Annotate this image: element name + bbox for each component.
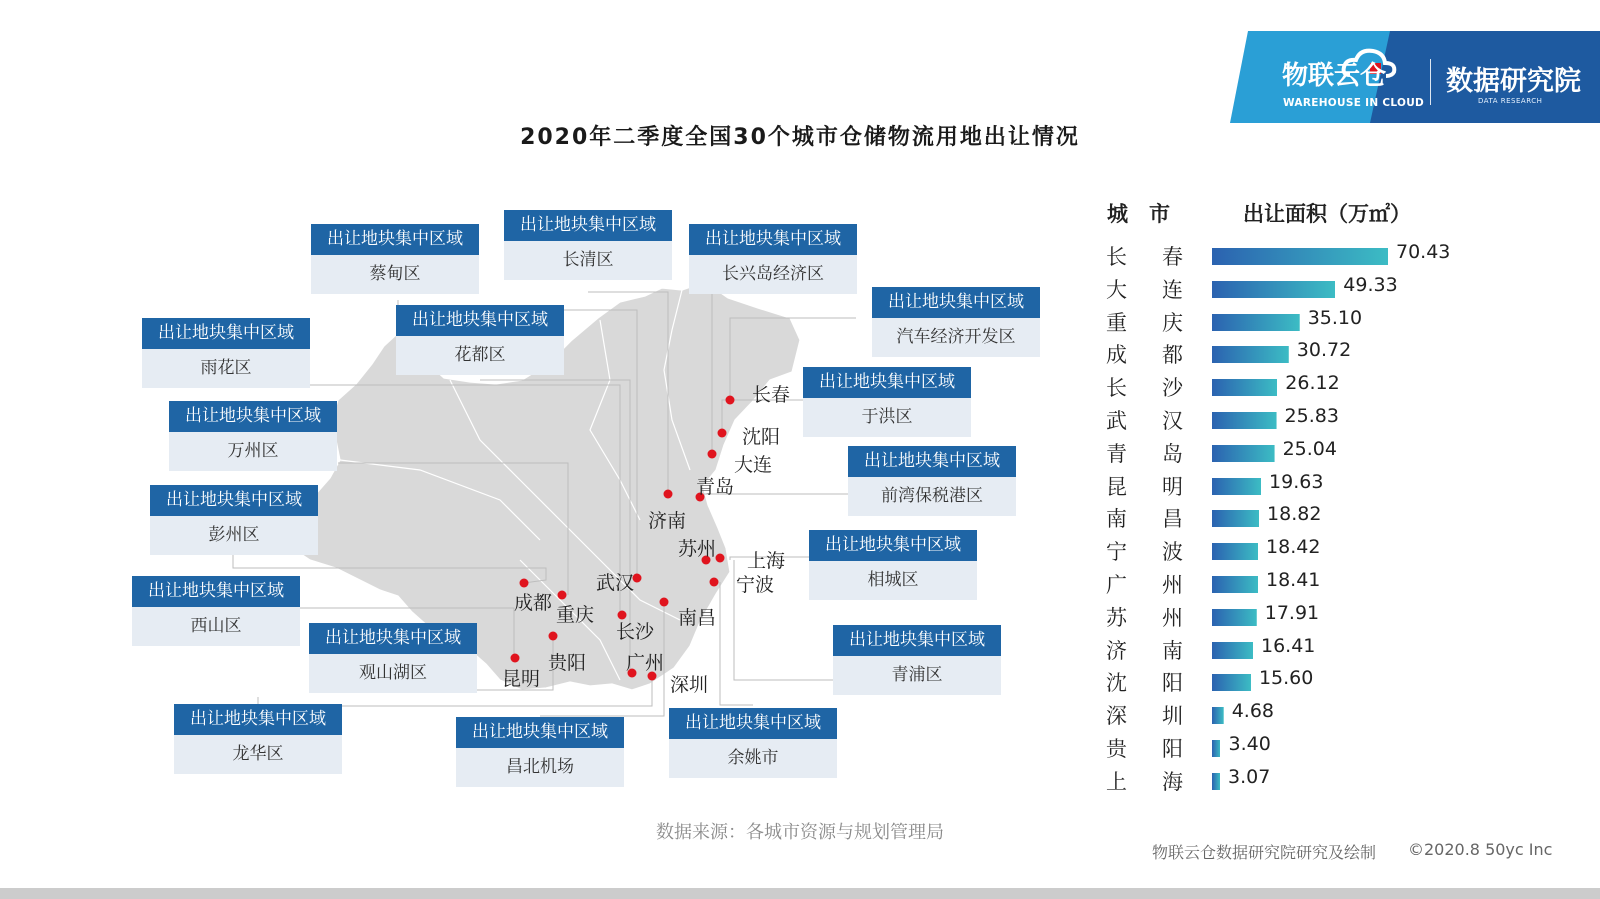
callout-header: 出让地块集中区域 <box>396 305 564 336</box>
bar-value-label: 17.91 <box>1264 601 1320 624</box>
callout-box <box>689 224 857 294</box>
bar-rect <box>1212 281 1335 298</box>
callout-area: 汽车经济开发区 <box>896 327 1016 347</box>
brand-name: 物联云仓 <box>1282 61 1387 91</box>
table-row <box>1100 503 1500 533</box>
callout-box <box>309 623 477 693</box>
bar-rect <box>1212 740 1220 757</box>
bar-rect <box>1212 379 1277 396</box>
logo-divider <box>1430 59 1431 105</box>
bar <box>1212 510 1259 527</box>
table-row <box>1100 241 1500 271</box>
callout-header: 出让地块集中区域 <box>309 623 477 654</box>
column-header-city: 城 市 <box>1107 202 1170 226</box>
city-dot <box>710 578 719 587</box>
table-row <box>1100 733 1500 763</box>
callout-header: 出让地块集中区域 <box>848 446 1016 477</box>
callout-box <box>456 717 624 787</box>
city-dot <box>716 554 725 563</box>
callout-box <box>142 318 310 388</box>
callout-box <box>504 210 672 280</box>
callout-box <box>848 446 1016 516</box>
city-label: 武汉 <box>596 572 635 594</box>
city-label: 深圳 <box>670 674 709 696</box>
bar-rect <box>1212 412 1277 429</box>
city-label: 长沙 <box>616 621 655 643</box>
bar <box>1212 248 1388 265</box>
city-dot <box>664 490 673 499</box>
bar-value-label: 35.10 <box>1307 306 1363 329</box>
bar <box>1212 642 1253 659</box>
callout-header: 出让地块集中区域 <box>833 625 1001 656</box>
city-dot <box>718 429 727 438</box>
callout-area: 雨花区 <box>200 358 252 378</box>
bar <box>1212 707 1224 724</box>
city-dot <box>520 579 529 588</box>
city-dot <box>549 632 558 641</box>
city-label: 长春 <box>752 384 791 406</box>
bar-rect <box>1212 543 1258 560</box>
bar <box>1212 346 1289 363</box>
city-name-char: 上 <box>1106 769 1127 794</box>
callout-header: 出让地块集中区域 <box>803 367 971 398</box>
page-title: 2020年二季度全国30个城市仓储物流用地出让情况 <box>520 125 1080 150</box>
callout-header: 出让地块集中区域 <box>174 704 342 735</box>
city-name-char: 贵 <box>1106 737 1127 761</box>
city-label: 贵阳 <box>548 652 587 674</box>
table-row <box>1100 471 1500 501</box>
city-name-char: 昆 <box>1106 474 1127 499</box>
bar-value-label: 25.04 <box>1282 437 1337 460</box>
city-name-char: 昌 <box>1162 507 1183 532</box>
bar-value-label: 15.60 <box>1258 667 1314 690</box>
callout-box <box>311 224 479 294</box>
city-name-char: 长 <box>1106 245 1127 269</box>
callout-area: 于洪区 <box>861 407 913 427</box>
callout-box <box>809 530 977 600</box>
callout-area: 昌北机场 <box>506 757 574 777</box>
city-name-char: 都 <box>1162 343 1183 368</box>
city-name-char: 沙 <box>1162 376 1183 401</box>
callout-area: 长兴岛经济区 <box>722 264 824 284</box>
bar-rect <box>1212 642 1253 659</box>
callout-header: 出让地块集中区域 <box>150 485 318 516</box>
callout-box <box>132 576 300 646</box>
callout-box <box>833 625 1001 695</box>
table-row <box>1100 339 1500 369</box>
city-label: 济南 <box>648 510 687 532</box>
city-name-char: 州 <box>1162 605 1183 630</box>
callout-area: 相城区 <box>867 570 919 590</box>
city-dot <box>511 654 520 663</box>
city-name-char: 大 <box>1106 277 1127 302</box>
callout-header: 出让地块集中区域 <box>689 224 857 255</box>
city-name-char: 州 <box>1162 573 1183 597</box>
table-row <box>1100 372 1500 402</box>
city-name-char: 汉 <box>1162 409 1183 433</box>
brand-english: WAREHOUSE IN CLOUD <box>1283 97 1425 109</box>
bar-rect <box>1212 445 1275 462</box>
bottom-strip <box>0 888 1600 899</box>
callout-area: 余姚市 <box>727 748 779 768</box>
table-row <box>1100 536 1500 566</box>
callout-area: 万州区 <box>227 441 279 461</box>
bar-value-label: 19.63 <box>1269 470 1324 493</box>
city-label: 广州 <box>626 652 665 674</box>
city-label: 沈阳 <box>742 426 781 448</box>
callout-box <box>396 305 564 375</box>
bar-value-label: 18.41 <box>1266 569 1321 591</box>
city-name-char: 庆 <box>1162 310 1183 335</box>
callout-header: 出让地块集中区域 <box>809 530 977 561</box>
bar <box>1212 314 1300 331</box>
bar-value-label: 4.68 <box>1231 700 1274 723</box>
bar-value-label: 70.43 <box>1396 241 1451 263</box>
city-name-char: 阳 <box>1162 737 1183 761</box>
table-row <box>1100 700 1500 730</box>
city-name-char: 阳 <box>1162 671 1183 696</box>
bar-value-label: 25.83 <box>1284 405 1339 427</box>
city-name-char: 长 <box>1106 376 1127 401</box>
city-name-char: 波 <box>1162 540 1183 565</box>
bar-rect <box>1212 314 1300 331</box>
callout-header: 出让地块集中区域 <box>504 210 672 241</box>
callout-header: 出让地块集中区域 <box>311 224 479 255</box>
bar <box>1212 773 1220 790</box>
bar-value-label: 3.07 <box>1228 765 1271 788</box>
callout-area: 花都区 <box>454 345 506 365</box>
bar <box>1212 740 1220 757</box>
callout-header: 出让地块集中区域 <box>872 287 1040 318</box>
bar-rect <box>1212 478 1261 495</box>
bar <box>1212 445 1275 462</box>
table-row <box>1100 667 1500 697</box>
callout-box <box>169 401 337 471</box>
column-header-area: 出让面积（万㎡） <box>1243 202 1411 226</box>
callout-area: 观山湖区 <box>359 663 427 683</box>
bar-value-label: 18.42 <box>1266 536 1321 559</box>
bar-rect <box>1212 773 1220 790</box>
bar-rect <box>1212 346 1289 363</box>
callout-area: 彭州区 <box>208 525 260 545</box>
city-label: 昆明 <box>502 668 541 690</box>
city-name-char: 沈 <box>1106 671 1127 696</box>
bar-value-label: 16.41 <box>1261 634 1316 657</box>
city-name-char: 岛 <box>1162 441 1183 466</box>
callout-area: 青浦区 <box>891 665 943 685</box>
city-dot <box>558 591 567 600</box>
table-row <box>1100 307 1500 337</box>
bar-value-label: 49.33 <box>1343 273 1398 296</box>
city-name-char: 海 <box>1162 769 1183 794</box>
callout-box <box>174 704 342 774</box>
institute-name: 数据研究院 <box>1446 66 1581 97</box>
callout-area: 长清区 <box>562 250 614 270</box>
city-label: 苏州 <box>678 538 717 560</box>
bar-rect <box>1212 674 1251 691</box>
copyright-text: ©2020.8 50yc Inc <box>1408 840 1553 859</box>
city-name-char: 青 <box>1106 441 1127 466</box>
table-row <box>1100 274 1500 304</box>
city-name-char: 济 <box>1106 638 1127 663</box>
city-name-char: 春 <box>1162 245 1183 269</box>
table-row <box>1100 602 1500 632</box>
table-row <box>1100 569 1500 599</box>
city-name-char: 圳 <box>1162 704 1183 729</box>
bar <box>1212 379 1277 396</box>
city-label: 大连 <box>734 454 773 476</box>
callout-header: 出让地块集中区域 <box>169 401 337 432</box>
city-dot <box>708 450 717 459</box>
callout-box <box>872 287 1040 357</box>
table-row <box>1100 438 1500 468</box>
bar <box>1212 412 1277 429</box>
callout-box <box>803 367 971 437</box>
city-name-char: 连 <box>1162 277 1183 302</box>
bar <box>1212 543 1258 560</box>
callout-box <box>150 485 318 555</box>
city-name-char: 深 <box>1106 704 1127 729</box>
credit-text: 物联云仓数据研究院研究及绘制 <box>1152 843 1377 862</box>
callout-area: 蔡甸区 <box>369 264 421 284</box>
bar <box>1212 478 1261 495</box>
callout-area: 龙华区 <box>232 744 284 764</box>
city-name-char: 成 <box>1106 343 1127 368</box>
city-dot <box>660 598 669 607</box>
table-row <box>1100 635 1500 665</box>
city-name-char: 明 <box>1162 474 1183 499</box>
city-name-char: 宁 <box>1106 540 1127 565</box>
data-source: 数据来源：各城市资源与规划管理局 <box>656 822 944 843</box>
callout-area: 西山区 <box>190 616 242 636</box>
city-name-char: 苏 <box>1106 605 1127 630</box>
city-label: 南昌 <box>678 607 717 629</box>
city-label: 上海 <box>747 550 786 572</box>
bar-rect <box>1212 707 1224 724</box>
bar-value-label: 18.82 <box>1267 503 1322 526</box>
city-label: 成都 <box>514 592 553 614</box>
bar <box>1212 281 1335 298</box>
city-name-char: 广 <box>1106 573 1127 597</box>
city-label: 宁波 <box>736 574 775 596</box>
logo-banner <box>1230 31 1600 123</box>
city-name-char: 南 <box>1106 507 1127 532</box>
city-label: 青岛 <box>696 476 735 498</box>
bar-rect <box>1212 510 1259 527</box>
institute-english: DATA RESEARCH <box>1478 97 1543 105</box>
bar-value-label: 26.12 <box>1285 372 1340 395</box>
city-label: 重庆 <box>556 604 595 626</box>
callout-header: 出让地块集中区域 <box>142 318 310 349</box>
callout-header: 出让地块集中区域 <box>132 576 300 607</box>
bar-rect <box>1212 576 1258 593</box>
bar-value-label: 30.72 <box>1296 339 1352 362</box>
bar <box>1212 609 1257 626</box>
callout-header: 出让地块集中区域 <box>456 717 624 748</box>
table-row <box>1100 766 1500 796</box>
callout-header: 出让地块集中区域 <box>669 708 837 739</box>
bar-rect <box>1212 609 1257 626</box>
city-name-char: 重 <box>1106 310 1127 335</box>
callout-area: 前湾保税港区 <box>881 486 983 506</box>
bar <box>1212 576 1258 593</box>
callout-box <box>669 708 837 778</box>
city-name-char: 武 <box>1106 409 1127 433</box>
bar <box>1212 674 1251 691</box>
city-name-char: 南 <box>1162 638 1183 663</box>
bar-rect <box>1212 248 1388 265</box>
bar-value-label: 3.40 <box>1228 733 1271 755</box>
table-row <box>1100 405 1500 435</box>
city-dot <box>726 396 735 405</box>
